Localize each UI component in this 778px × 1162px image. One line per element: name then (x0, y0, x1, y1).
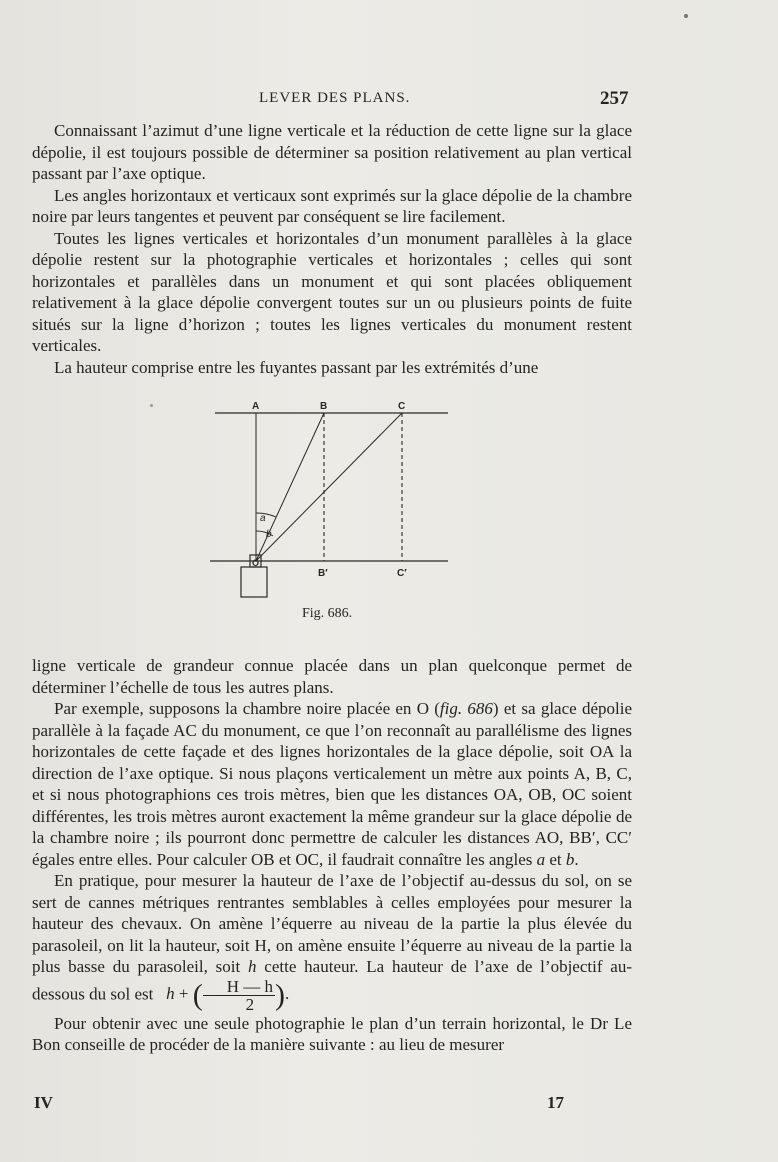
text-block-top (32, 120, 632, 378)
paragraph (32, 870, 632, 1013)
formula-end: . (285, 983, 290, 1003)
paragraph: Connaissant l’azimut d’une ligne verticale et la réduction de cette ligne sur la glace dépolie, il est toujours possible de déterminer sa position relativement au plan vertical passant par l’axe optique. (32, 121, 632, 183)
label-angle-a: a (260, 513, 266, 524)
page-number: 257 (600, 88, 629, 109)
math-var: h (248, 957, 257, 976)
label-O: O (252, 558, 260, 568)
text-run: cette hauteur. La hauteur de l’axe de l’objectif au-dessous du sol est (32, 957, 632, 1003)
paren-open: ( (192, 978, 203, 1012)
camera-body (241, 567, 267, 597)
paren-close: ) (275, 978, 285, 1012)
math-var: a (536, 849, 546, 869)
label-C-prime: C′ (397, 568, 407, 579)
label-A: A (252, 401, 260, 412)
line-OC (256, 413, 402, 561)
text-block-bottom (32, 655, 632, 1056)
figure-reference: fig. 686 (439, 699, 493, 718)
text-run: . (574, 849, 579, 869)
paragraph: Toutes les lignes verticales et horizontales d’un monument parallèles à la glace dépolie restent sur la photographie verticales et horizontales ; celles qui sont horizontales et parallèles dans un monument et qui sont placées obliquement relativement à la glace dépolie convergent toutes sur un ou plusieurs points de fuite situés sur la ligne d’horizon ; toutes les lignes verticales du monument restent verticales. (32, 228, 632, 355)
label-B: B (320, 401, 328, 412)
angle-arc-a (256, 513, 276, 517)
text-run: et (545, 849, 566, 869)
figure-caption: Fig. 686. (302, 606, 353, 621)
text-run: ) et sa glace dépolie parallèle à la façade AC du monument, ce que l’on reconnaît au parallélisme des lignes horizontales de cette façade et des lignes horizontales de la glace dépolie, soit OA la direction de l’axe optique. Si nous plaçons verticalement un mètre aux points A, B, C, et si nous photographions ces trois mètres, bien que les distances OA, OB, OC soient différentes, les trois mètres auront exactement la même grandeur sur la glace dépolie de la chambre noire ; ils pourront donc permettre de calculer les distances AO, BB′, CC′ égales entre elles. Pour calculer OB et OC, il faudrait connaître les angles (32, 699, 632, 869)
formula-plus: + (178, 983, 189, 1003)
math-var: b (565, 849, 575, 869)
label-C: C (398, 401, 406, 412)
label-angle-b: b (266, 529, 272, 540)
paragraph: Pour obtenir avec une seule photographie le plan d’un terrain horizontal, le Dr Le Bon conseille de procéder de la manière suivante : au lieu de mesurer (32, 1013, 632, 1054)
paragraph: Les angles horizontaux et verticaux sont exprimés sur la glace dépolie de la chambre noire par leurs tangentes et peuvent par conséquent se lire facilement. (32, 185, 632, 226)
paragraph: La hauteur comprise entre les fuyantes passant par les extrémités d’une (54, 357, 539, 377)
signature-mark: IV (34, 1093, 53, 1112)
formula-h: h (166, 983, 175, 1003)
figure-686-diagram (200, 395, 460, 610)
page-speck (150, 404, 153, 407)
fraction-denominator: 2 (245, 994, 255, 1014)
paragraph (32, 698, 632, 870)
quire-number: 17 (547, 1093, 564, 1112)
text-run: Par exemple, supposons la chambre noire placée en O ( (54, 699, 440, 718)
paragraph: ligne verticale de grandeur connue placée dans un plan quelconque permet de déterminer l’échelle de tous les autres plans. (32, 656, 632, 697)
running-title: LEVER DES PLANS. (259, 90, 411, 106)
page-header (0, 84, 778, 114)
height-formula (158, 976, 290, 1014)
fraction-numerator: H — h (203, 978, 275, 996)
label-B-prime: B′ (318, 568, 328, 579)
text-run: En pratique, pour mesurer la hauteur de l’axe de l’objectif au-dessus du sol, on se sert de cannes métriques rentrantes semblables à celles employées pour mesurer la hauteur des chevaux. On amène l’équerre au niveau de la partie la plus élevée du parasoleil, on lit la hauteur, soit H, on amène ensuite l’équerre au niveau de la partie la plus basse du parasoleil, soit (32, 871, 632, 976)
formula-fraction (203, 978, 275, 1013)
page-speck (684, 14, 688, 18)
